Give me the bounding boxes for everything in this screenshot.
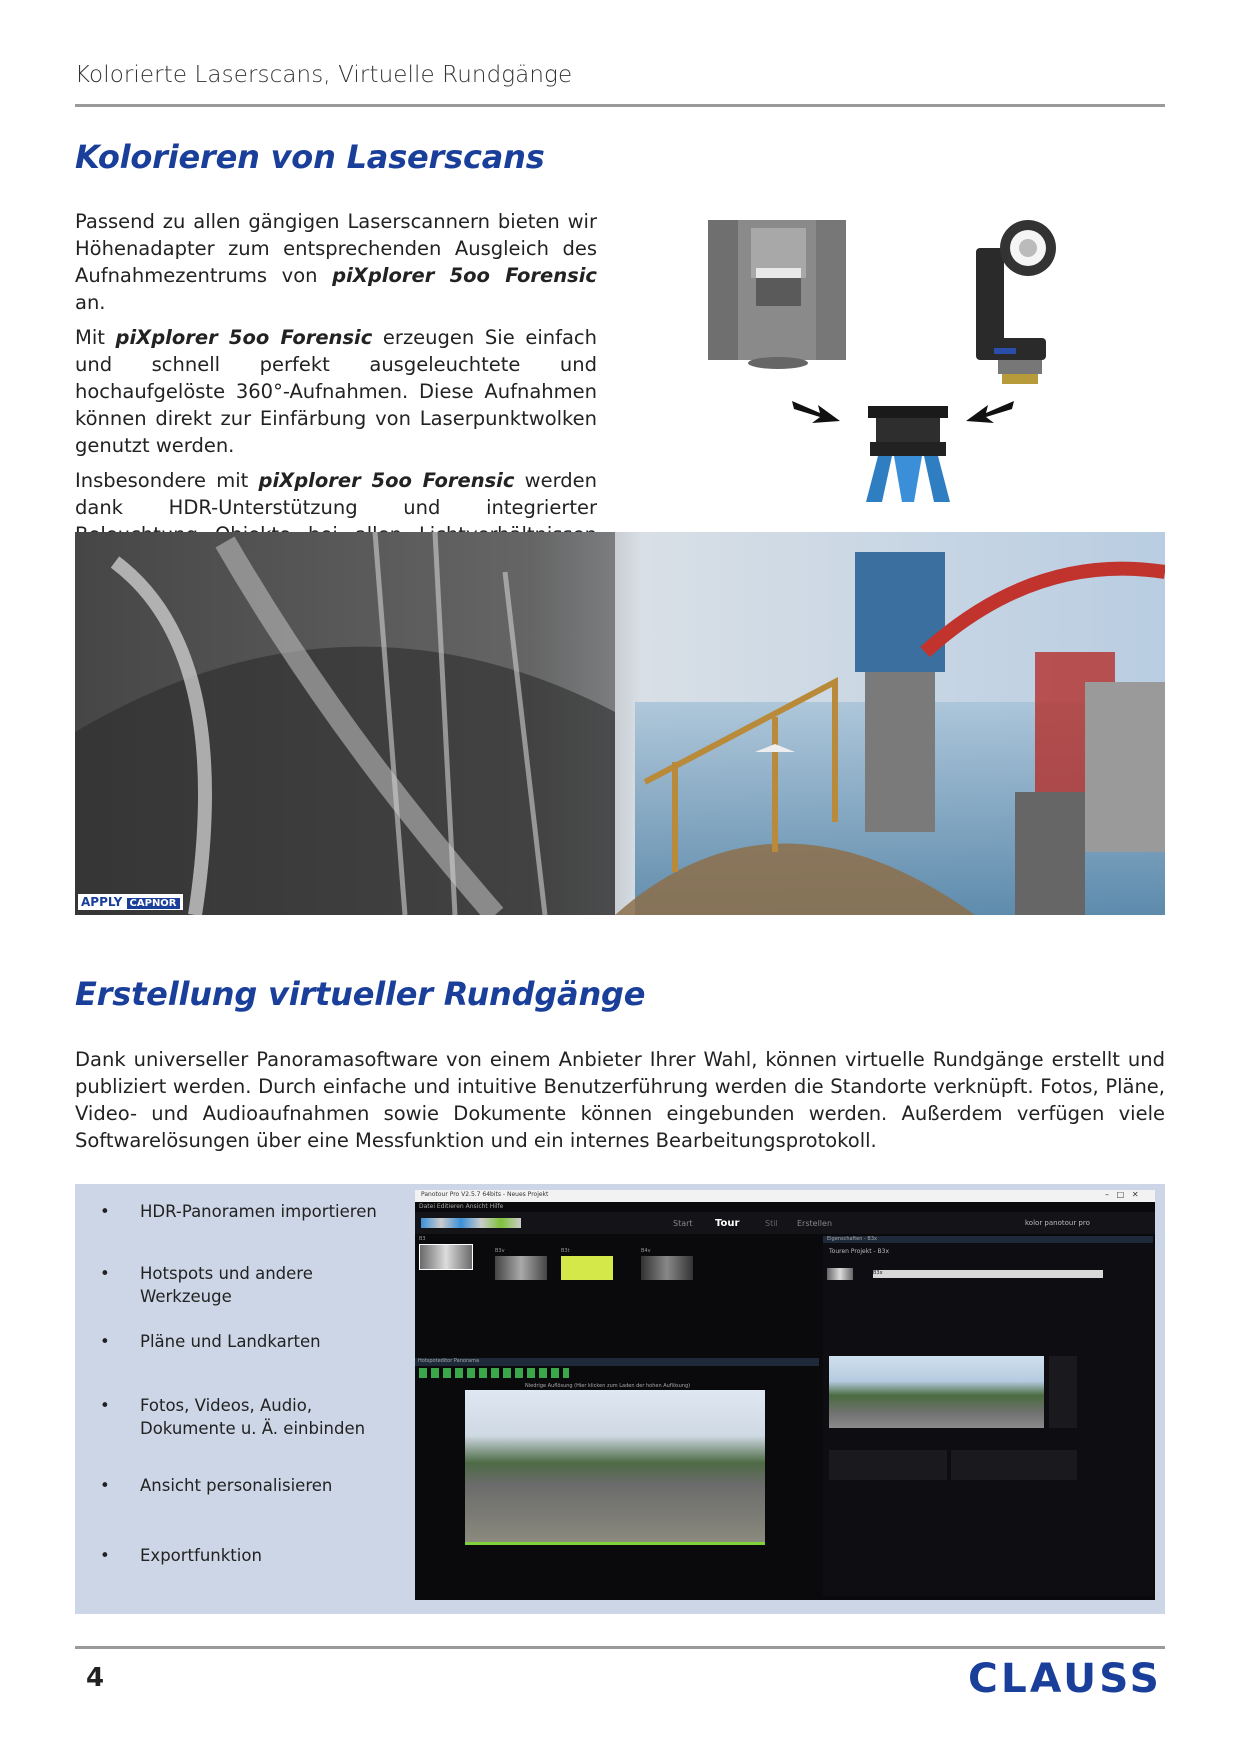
intro-text xyxy=(75,208,597,583)
watermark-capnor: CAPNOR xyxy=(127,898,180,909)
paragraph-hdr: Insbesondere mit piXplorer 5oo Forensic werden dank HDR-Unterstützung und integrierter xyxy=(75,469,597,519)
thumb-b4v xyxy=(641,1256,693,1280)
tab-start: Start xyxy=(673,1219,693,1228)
menu-bar: Datei Editieren Ansicht Hilfe xyxy=(419,1203,504,1210)
page-number: 4 xyxy=(86,1663,105,1693)
properties-panel: Eigenschaften - B3x Touren Projekt - B3x B3x xyxy=(823,1236,1153,1596)
window-titlebar xyxy=(415,1190,1155,1202)
arrow-right-icon xyxy=(790,393,842,427)
paragraph-adapters: Passend zu allen gängigen Laserscannern bieten wir Höhenadapter zum entsprechenden Ausgleich des Aufnahmezentrums von piXplorer 5oo Forensic an. xyxy=(75,210,597,314)
tour-graph: B3 B3v B3t B4v xyxy=(419,1236,819,1356)
section-heading-colorize: Kolorieren von Laserscans xyxy=(75,138,545,176)
thumb-b3v xyxy=(495,1256,547,1280)
tab-build: Erstellen xyxy=(797,1219,833,1228)
name-field: B3x xyxy=(873,1270,1103,1278)
arrow-left-icon xyxy=(964,393,1016,427)
thumb-b3 xyxy=(419,1244,473,1270)
height-adapter-image xyxy=(706,218,848,370)
virtual-tours-paragraph: Dank universeller Panoramasoftware von einem Anbieter Ihrer Wahl, können virtuelle Rundgänge erstellt und publiziert werden. Durch einfache und intuitive Benutzerführung werden die Standorte verknüpft. Fotos, Pläne, Video- und Audioaufnahmen sowie Dokumente können eingebunden werden. Außerdem verfügen viele Softwarelösungen über eine Messfunktion und ein internes Bearbeitungsprotokoll. xyxy=(75,1048,1165,1152)
window-title: Panotour Pro V2.5.7 64bits - Neues Projekt xyxy=(421,1191,549,1198)
tab-tour: Tour xyxy=(715,1218,740,1229)
window-controls: – □ ✕ xyxy=(1105,1190,1139,1199)
clauss-logo xyxy=(968,1658,1164,1698)
toolbar xyxy=(415,1212,1155,1234)
toolbar-icons xyxy=(421,1218,521,1228)
footer-divider xyxy=(75,1646,1165,1649)
thumb-b3t xyxy=(561,1256,613,1280)
project-label: Touren Projekt - B3x xyxy=(829,1248,890,1255)
watermark-apply: APPLY xyxy=(81,895,123,909)
svg-text:CLAUSS: CLAUSS xyxy=(968,1658,1162,1698)
running-header: Kolorierte Laserscans, Virtuelle Rundgänge xyxy=(75,62,573,88)
laserscan-panorama-image xyxy=(75,532,1165,915)
panorama-watermark xyxy=(78,894,183,910)
editor-tools xyxy=(419,1368,569,1378)
section-heading-virtual-tours: Erstellung virtueller Rundgänge xyxy=(75,975,646,1013)
editor-subtabs: Hotspoteditor Panorama xyxy=(415,1358,819,1366)
equirect-panorama xyxy=(465,1390,765,1545)
pixplorer-head-image xyxy=(968,218,1070,396)
panotour-screenshot xyxy=(415,1190,1155,1600)
paragraph-capture: Mit piXplorer 5oo Forensic erzeugen Sie einfach und schnell perfekt ausgeleuchtete und hochaufgelöste 360°-Aufnahmen. Diese Aufnahmen können direkt zur Einfärbung von Laserpunktwolken genutzt werden. xyxy=(75,326,597,457)
hi-res-hint: Niedrige Auflösung (Hier klicken zum Laden der hohen Auflösung) xyxy=(525,1383,691,1389)
header-divider xyxy=(75,104,1165,107)
app-logo: kolor panotour pro xyxy=(1025,1219,1090,1227)
tab-style: Stil xyxy=(765,1219,778,1228)
preview-panorama xyxy=(829,1356,1044,1428)
tripod-image xyxy=(848,402,968,502)
